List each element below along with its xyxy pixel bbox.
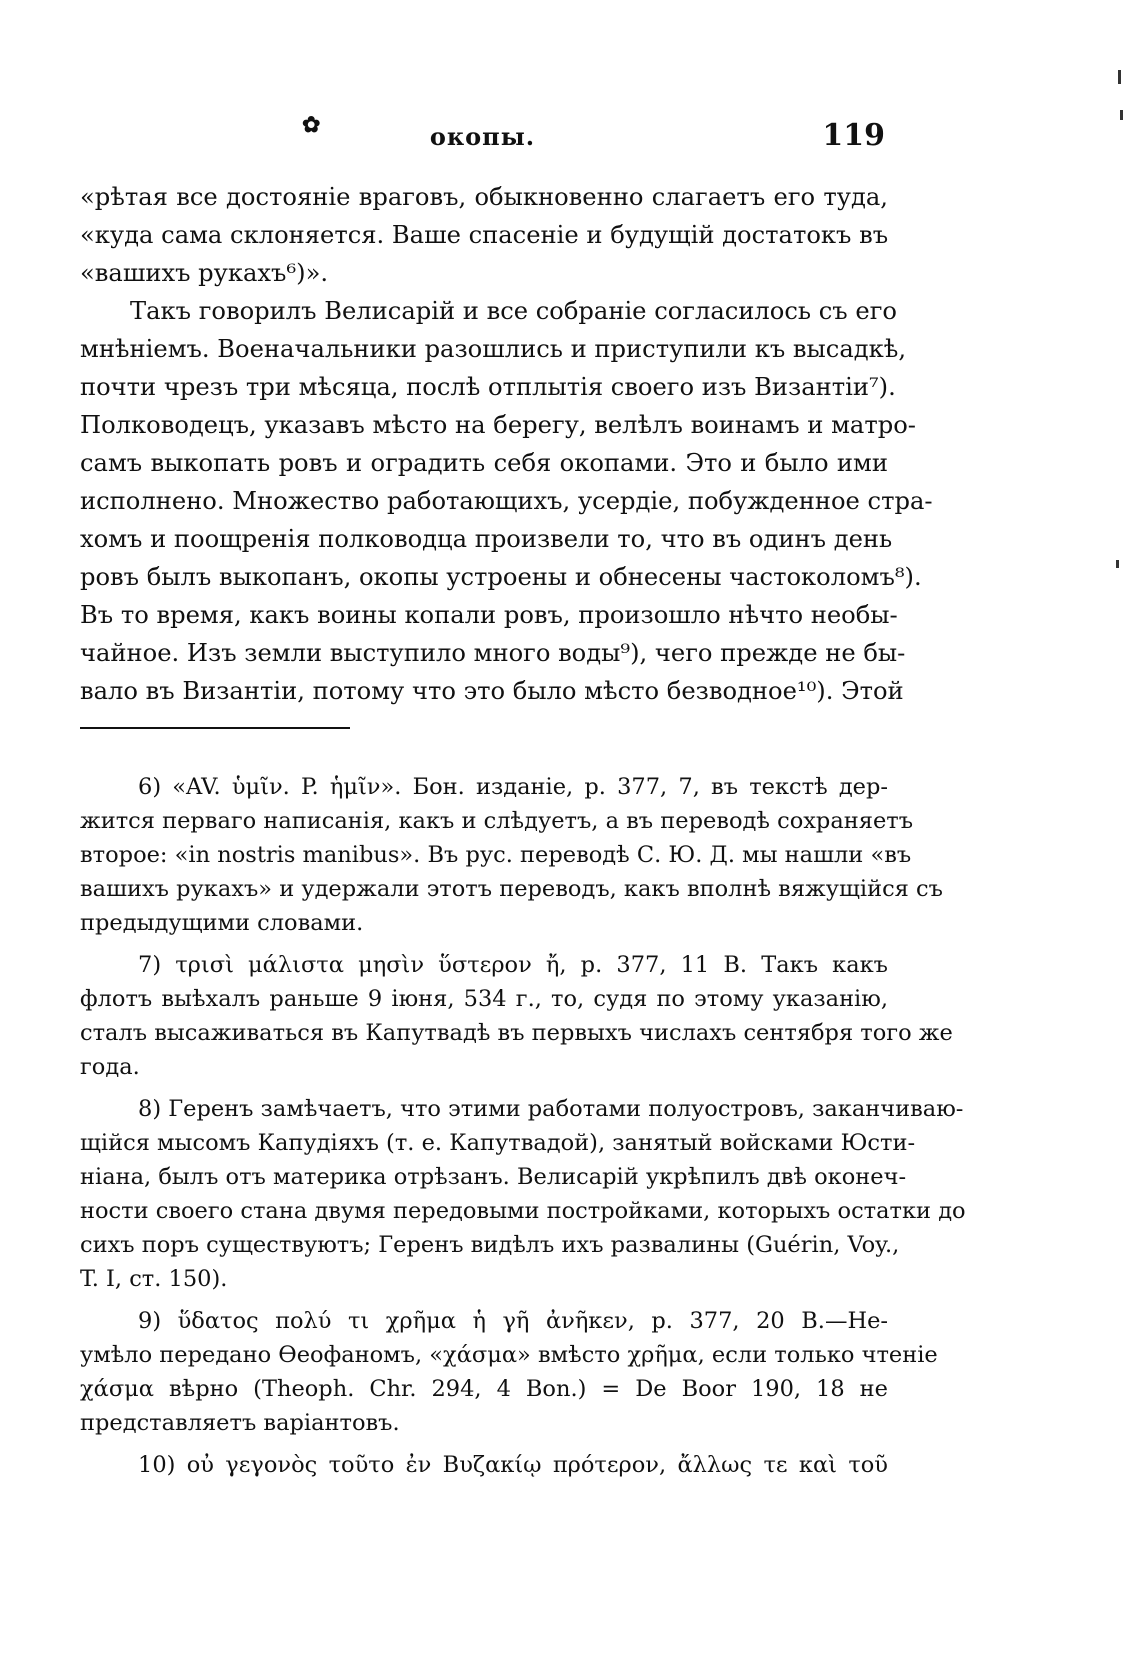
footnote-line: года. [80,1054,140,1080]
text-line: «вашихъ рукахъ⁶)». [80,259,329,287]
footnote-line: 7) τρισὶ μάλιστα μησὶν ὕστερον ἤ, р. 377, 11 B. Такъ какъ [138,952,888,978]
page-header [80,112,885,156]
text-line: Такъ говорилъ Велисарій и все собраніе согласилось съ его [130,297,897,325]
text-line: «куда сама склоняется. Ваше спасеніе и будущій достатокъ въ [80,221,889,249]
footnote-line: умѣло передано Ѳеофаномъ, «χάσμα» вмѣсто χρῆμα, если только чтеніе [80,1342,938,1368]
running-title: окопы. [429,122,536,151]
footnote-line: предыдущими словами. [80,910,364,936]
footnote-line: представляетъ варіантовъ. [80,1410,400,1436]
footnote-line: сталъ высаживаться въ Капутвадѣ въ первыхъ числахъ сентября того же [80,1020,953,1046]
scan-speck [1120,110,1123,120]
footnote-line: 10) οὐ γεγονὸς τοῦτο ἐν Βυζακίῳ πρότερον, ἄλλως τε καὶ τοῦ [138,1452,888,1478]
text-line: исполнено. Множество работающихъ, усердіе, побужденное стра- [80,487,933,515]
page-number: 119 [822,118,885,153]
footnote-line: 6) «AV. ὑμῖν. P. ἡμῖν». Бон. изданіе, р. 377, 7, въ текстѣ дер- [138,774,888,800]
footnote-line: T. I, ст. 150). [80,1266,228,1292]
scan-speck [1116,560,1119,568]
footnote-line: χάσμα вѣрно (Theoph. Chr. 294, 4 Bon.) = De Boor 190, 18 не [80,1376,888,1402]
footnote-line: 9) ὕδατος πολύ τι χρῆμα ἡ γῆ ἀνῆκεν, р. 377, 20 B.—Не- [138,1308,888,1334]
footnote-line: жится перваго написанія, какъ и слѣдуетъ, а въ переводѣ сохраняетъ [80,808,914,834]
footnote-line: 8) Геренъ замѣчаетъ, что этими работами полуостровъ, заканчиваю- [138,1096,964,1122]
footnote-line: вашихъ рукахъ» и удержали этотъ переводъ, какъ вполнѣ вяжущійся съ [80,876,943,902]
footnote-line: ности своего стана двумя передовыми постройками, которыхъ остатки до [80,1198,966,1224]
footnotes [80,770,966,1482]
text-line: «рѣтая все достояніе враговъ, обыкновенно слагаетъ его туда, [80,183,888,211]
text-line: Въ то время, какъ воины копали ровъ, произошло нѣчто необы- [80,601,898,629]
header-ornament: ✿ [302,112,321,138]
footnote-line: щійся мысомъ Капудіяхъ (т. е. Капутвадой), занятый войсками Юсти- [80,1130,916,1156]
footnote-divider [80,727,350,729]
text-line: почти чрезъ три мѣсяца, послѣ отплытія своего изъ Византіи⁷). [80,373,896,401]
text-line: вало въ Византіи, потому что это было мѣсто безводное¹⁰). Этой [80,677,904,705]
text-line: хомъ и поощренія полководца произвели то, что въ одинъ день [80,525,893,553]
footnote-line: сихъ поръ существуютъ; Геренъ видѣлъ ихъ развалины (Guérin, Voy., [80,1232,900,1258]
text-line: ровъ былъ выкопанъ, окопы устроены и обнесены частоколомъ⁸). [80,563,922,591]
text-line: мнѣніемъ. Военачальники разошлись и приступили къ высадкѣ, [80,335,907,363]
footnote-line: ніана, былъ отъ материка отрѣзанъ. Велисарій укрѣпилъ двѣ оконеч- [80,1164,907,1190]
text-line: самъ выкопать ровъ и оградить себя окопами. Это и было ими [80,449,888,477]
footnote-line: второе: «in nostris manibus». Въ рус. переводѣ С. Ю. Д. мы нашли «въ [80,842,912,868]
footnote-line: флотъ выѣхалъ раньше 9 іюня, 534 г., то, судя по этому указанію, [80,986,888,1012]
text-line: Полководецъ, указавъ мѣсто на берегу, велѣлъ воинамъ и матро- [80,411,916,439]
main-text [80,178,933,710]
text-line: чайное. Изъ земли выступило много воды⁹), чего прежде не бы- [80,639,906,667]
scan-speck [1118,70,1121,84]
